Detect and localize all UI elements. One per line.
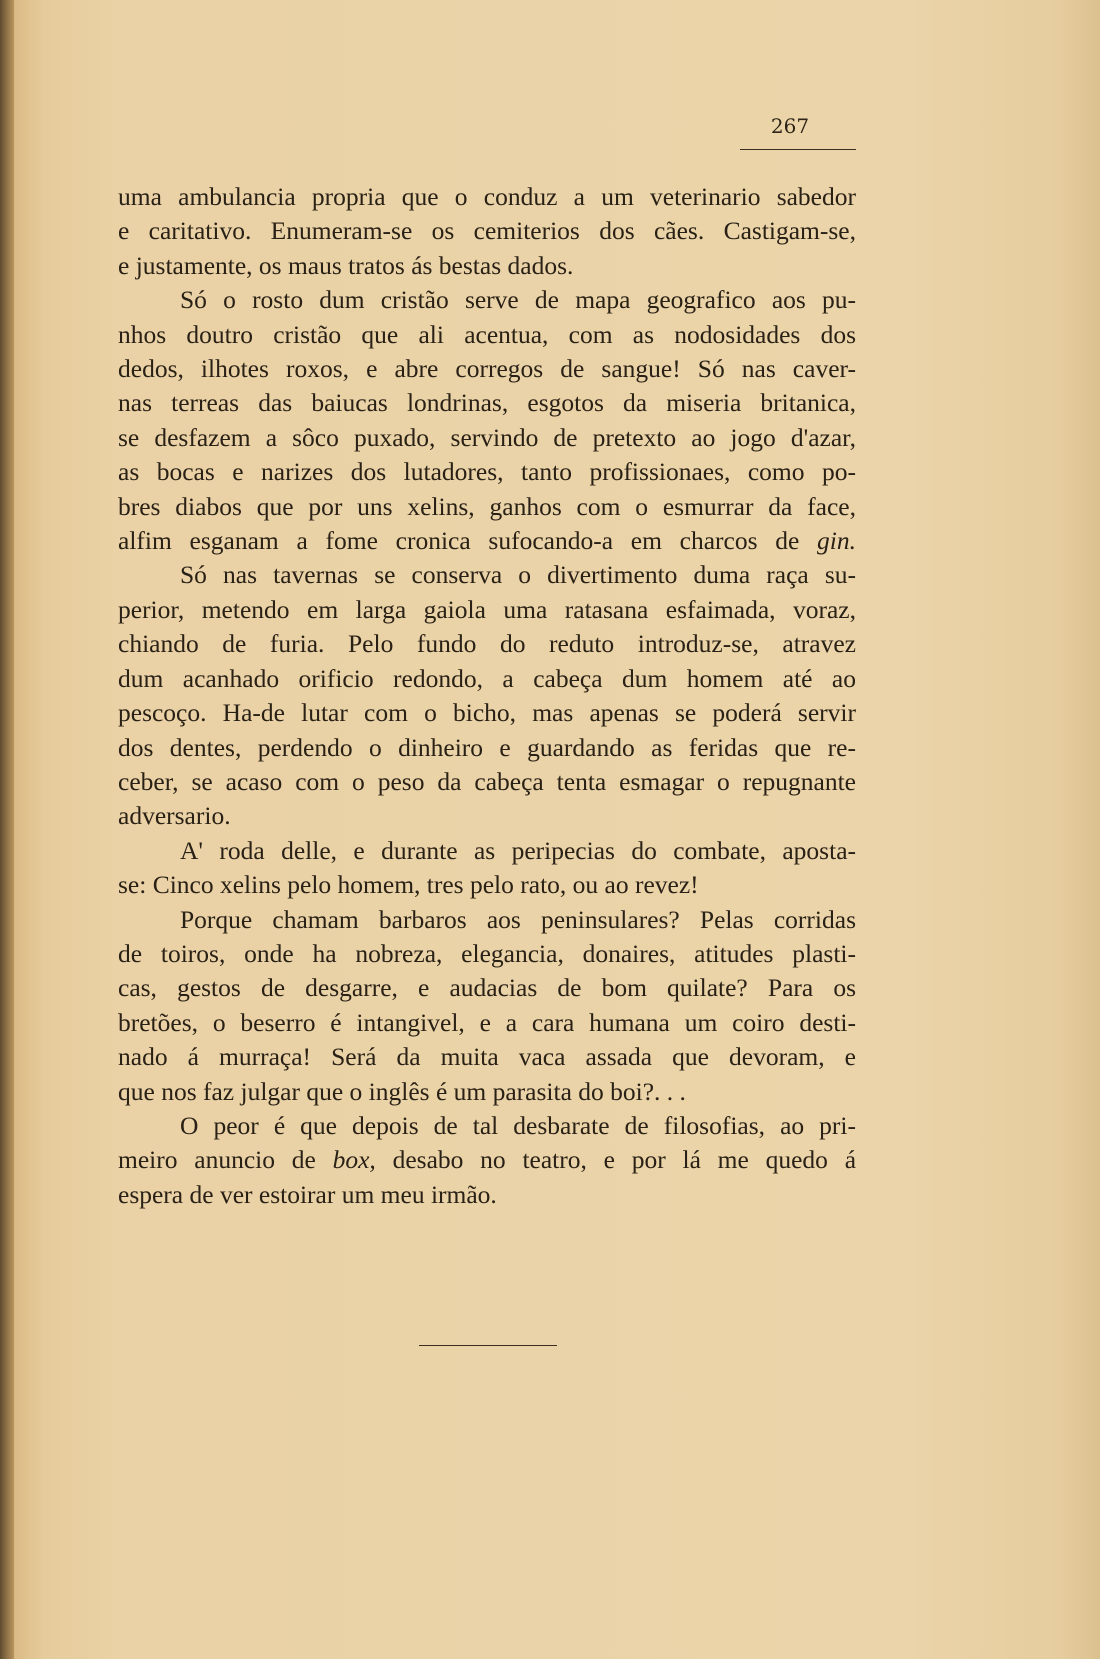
text-line: nas terreas das baiucas londrinas, esgotos da miseria britanica,	[118, 388, 856, 418]
text-line: A' roda delle, e durante as peripecias do combate, aposta-	[180, 835, 856, 865]
text-line: perior, metendo em larga gaiola uma ratasana esfaimada, voraz,	[118, 594, 856, 624]
paragraph	[118, 558, 856, 833]
text-line: as bocas e narizes dos lutadores, tanto profissionaes, como po-	[118, 457, 856, 487]
text-line: se: Cinco xelins pelo homem, tres pelo rato, ou ao revez!	[118, 870, 699, 900]
text-line: e caritativo. Enumeram-se os cemiterios dos cães. Castigam-se,	[118, 216, 856, 246]
text-line: chiando de furia. Pelo fundo do reduto introduz-se, atravez	[118, 629, 856, 659]
text-line: O peor é que depois de tal desbarate de filosofias, ao pri-	[180, 1110, 856, 1140]
book-spine-shadow	[0, 0, 14, 1659]
text-line: bretões, o beserro é intangivel, e a cara humana um coiro desti-	[118, 1007, 856, 1037]
paragraph	[118, 834, 856, 903]
end-rule	[419, 1345, 557, 1346]
paragraph	[118, 903, 856, 1109]
body-text	[118, 180, 856, 1212]
text-line: e justamente, os maus tratos ás bestas dados.	[118, 250, 574, 280]
text-line: que nos faz julgar que o inglês é um parasita do boi?. . .	[118, 1076, 686, 1106]
text-line: nhos doutro cristão que ali acentua, com as nodosidades dos	[118, 319, 856, 349]
italic-word: box,	[332, 1145, 376, 1175]
page-number: 267	[770, 114, 810, 138]
text-line: Porque chamam barbaros aos peninsulares? Pelas corridas	[180, 904, 856, 934]
text-line: se desfazem a sôco puxado, servindo de pretexto ao jogo d'azar,	[118, 422, 856, 452]
text-line: Só nas tavernas se conserva o divertimento duma raça su-	[180, 560, 856, 590]
text-line	[118, 524, 856, 558]
paragraph	[118, 1109, 856, 1212]
text-line: ceber, se acaso com o peso da cabeça tenta esmagar o repugnante	[118, 766, 856, 796]
text-line: Só o rosto dum cristão serve de mapa geografico aos pu-	[180, 285, 856, 315]
text-line: espera de ver estoirar um meu irmão.	[118, 1179, 497, 1209]
text-line: dos dentes, perdendo o dinheiro e guardando as feridas que re-	[118, 732, 856, 762]
text-line	[118, 1143, 856, 1177]
header-rule	[740, 149, 856, 150]
paragraph	[118, 283, 856, 558]
text-segment: desabo no teatro, e por lá me quedo á	[392, 1145, 857, 1175]
text-line: cas, gestos de desgarre, e audacias de bom quilate? Para os	[118, 973, 856, 1003]
text-line: pescoço. Ha-de lutar com o bicho, mas apenas se poderá servir	[118, 698, 856, 728]
text-line: bres diabos que por uns xelins, ganhos com o esmurrar da face,	[118, 491, 856, 521]
text-line: dum acanhado orificio redondo, a cabeça dum homem até ao	[118, 663, 856, 693]
text-line: dedos, ilhotes roxos, e abre corregos de sangue! Só nas caver-	[118, 354, 856, 384]
text-line: adversario.	[118, 801, 231, 831]
text-line: uma ambulancia propria que o conduz a um veterinario sabedor	[118, 182, 856, 211]
text-segment: alfim esganam a fome cronica sufocando-a em charcos de	[118, 526, 800, 556]
text-line: nado á murraça! Será da muita vaca assada que devoram, e	[118, 1042, 856, 1072]
italic-word: gin.	[817, 526, 856, 556]
text-segment: meiro anuncio de	[118, 1145, 316, 1175]
paragraph	[118, 180, 856, 283]
text-line: de toiros, onde ha nobreza, elegancia, donaires, atitudes plasti-	[118, 938, 856, 968]
